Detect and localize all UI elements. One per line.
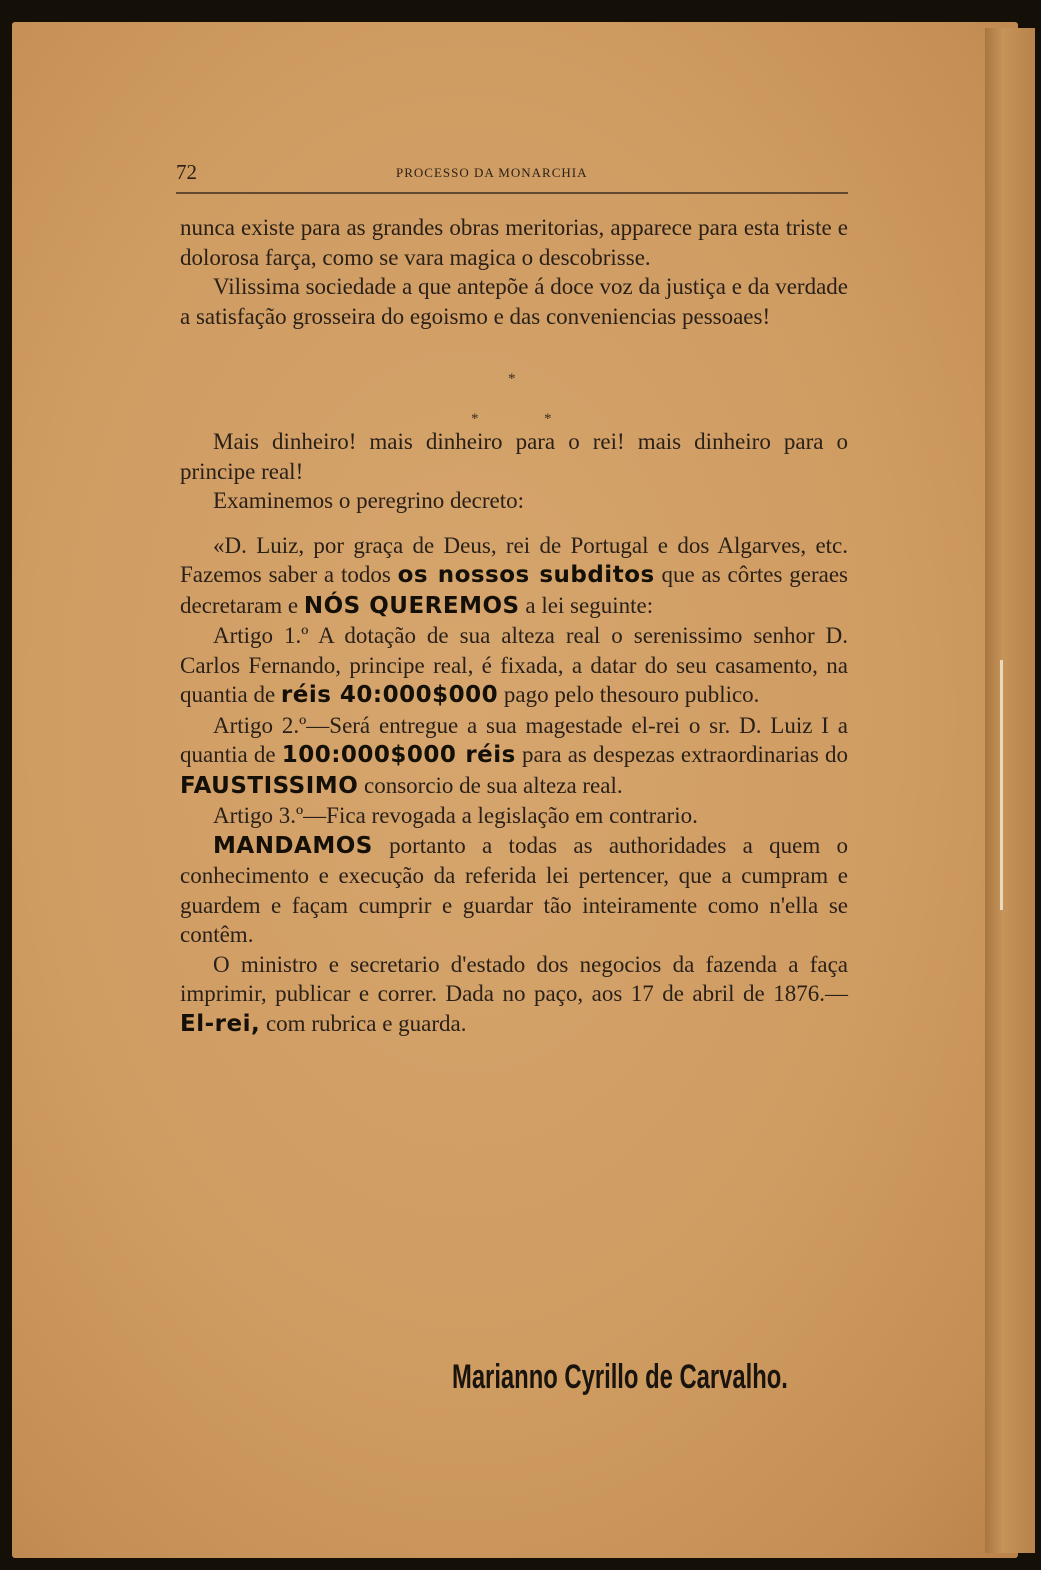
decree-article-1: Artigo 1.º A dotação de sua alteza real o serenissimo senhor D. Carlos Fernando, principe real, é fixada, a datar do seu casamento, na quantia de réis 40:000$000 pago pelo thesouro publico. — [180, 623, 848, 708]
body-text — [180, 213, 848, 1039]
decree-preamble: «D. Luiz, por graça de Deus, rei de Portugal e dos Algarves, etc. Fazemos saber a todos os nossos subditos que as côrtes geraes decretaram e NÓS QUEREMOS a lei seguinte: — [180, 532, 848, 619]
bold-phrase: El-rei, — [180, 1010, 261, 1037]
running-title: PROCESSO DA MONARCHIA — [396, 165, 588, 180]
header-rule — [176, 192, 848, 194]
paragraph: nunca existe para as grandes obras meritorias, apparece para esta triste e dolorosa farça, como se vara magica o descobrisse. — [180, 215, 848, 270]
adjacent-page-edge — [985, 28, 1035, 1553]
bold-phrase: 100:000$000 réis — [281, 742, 516, 768]
bold-phrase: NÓS QUEREMOS — [303, 592, 520, 619]
bold-phrase: MANDAMOS — [213, 832, 373, 859]
paragraph: Examinemos o peregrino decreto: — [213, 488, 525, 513]
bold-phrase: FAUSTISSIMO — [180, 772, 359, 799]
signature: Marianno Cyrillo de Carvalho. — [452, 1358, 788, 1396]
asterism-star: * — [544, 411, 552, 427]
decree-closing: O ministro e secretario d'estado dos negocios da fazenda a faça imprimir, publicar e correr. Dada no paço, aos 17 de abril de 1876.—El-rei, com rubrica e guarda. — [180, 951, 848, 1037]
page-number: 72 — [176, 160, 197, 184]
asterism-star: * — [508, 371, 516, 387]
asterism — [180, 331, 848, 427]
bold-phrase: réis 40:000$000 — [280, 682, 499, 708]
decree-article-2: Artigo 2.º—Será entregue a sua magestade el-rei o sr. D. Luiz I a quantia de 100:000$000 réis para as despezas extraordinarias do FAUSTISSIMO consorcio de sua alteza real. — [180, 712, 848, 799]
decree-article-3: Artigo 3.º—Fica revogada a legislação em contrario. — [213, 803, 698, 828]
decree-mandate: MANDAMOS portanto a todas as authoridades a quem o conhecimento e execução da referida lei pertencer, que a cumpram e guardem e façam cumprir e guardar tão inteiramente como n'ella se contêm. — [180, 832, 848, 947]
page-header — [176, 158, 848, 188]
asterism-star: * — [471, 411, 479, 427]
paragraph: Mais dinheiro! mais dinheiro para o rei! mais dinheiro para o principe real! — [180, 429, 848, 484]
bold-phrase: os nossos subditos — [397, 562, 655, 588]
binding-thread — [1000, 660, 1003, 910]
paragraph: Vilissima sociedade a que antepõe á doce voz da justiça e da verdade a satisfação grosseira do egoismo e das conveniencias pessoaes! — [180, 274, 848, 329]
